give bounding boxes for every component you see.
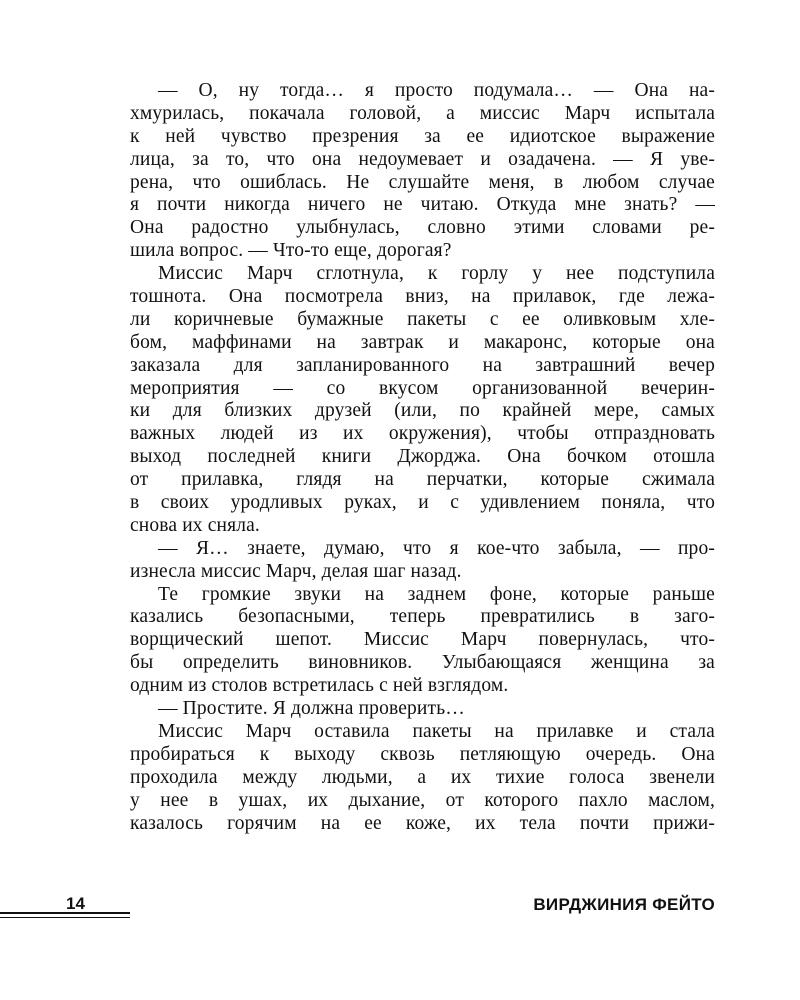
text-line: к ней чувство презрения за ее идиотское выражение	[130, 125, 715, 147]
page-number: 14	[66, 894, 85, 913]
text-line: рена, что ошиблась. Не слушайте меня, в любом случае	[130, 171, 715, 193]
text-line: Она радостно улыбнулась, словно этими словами ре-	[130, 217, 715, 239]
body-text	[130, 80, 715, 835]
text-line: у нее в ушах, их дыхание, от которого пахло маслом,	[130, 789, 715, 811]
text-line: ли коричневые бумажные пакеты с ее оливковым хле-	[130, 308, 715, 330]
footer-rule-thin	[0, 917, 130, 918]
text-line: — Простите. Я должна проверить…	[158, 698, 465, 720]
text-line: ворщический шепот. Миссис Марч повернулась, что-	[130, 629, 715, 651]
footer-rule	[0, 912, 130, 914]
text-line: тошнота. Она посмотрела вниз, на прилавок, где лежа-	[130, 286, 715, 308]
text-line: казалось горячим на ее коже, их тела почти прижи-	[130, 812, 715, 834]
text-line: — Я… знаете, думаю, что я кое-что забыла, — про-	[158, 537, 715, 559]
text-line: заказала для запланированного на завтрашний вечер	[130, 354, 715, 376]
text-line: важных людей из их окружения), чтобы отпраздновать	[130, 423, 715, 445]
text-line: шила вопрос. — Что-то еще, дорогая?	[130, 240, 452, 262]
text-line: одним из столов встретилась с ней взглядом.	[130, 675, 509, 697]
text-line: бы определить виновников. Улыбающаяся женщина за	[130, 652, 715, 674]
text-line: выход последней книги Джорджа. Она бочком отошла	[130, 446, 715, 468]
text-line: мероприятия — со вкусом организованной вечерин-	[130, 377, 715, 399]
running-footer-author: ВИРДЖИНИЯ ФЕЙТО	[533, 895, 715, 914]
text-line: проходила между людьми, а их тихие голоса звенели	[130, 766, 715, 788]
text-line: ки для близких друзей (или, по крайней мере, самых	[130, 400, 715, 422]
text-line: я почти никогда ничего не читаю. Откуда мне знать? —	[130, 194, 715, 216]
text-line: в своих уродливых руках, и с удивлением поняла, что	[130, 492, 715, 514]
text-line: Миссис Марч сглотнула, к горлу у нее подступила	[158, 263, 715, 285]
text-line: хмурилась, покачала головой, а миссис Марч испытала	[130, 102, 715, 124]
text-line: изнесла миссис Марч, делая шаг назад.	[130, 560, 462, 582]
text-line: снова их сняла.	[130, 514, 260, 536]
text-line: казались безопасными, теперь превратились в заго-	[130, 606, 715, 628]
text-line: — О, ну тогда… я просто подумала… — Она на-	[158, 80, 715, 101]
text-line: Миссис Марч оставила пакеты на прилавке и стала	[158, 720, 715, 742]
text-line: пробираться к выходу сквозь петляющую очередь. Она	[130, 743, 715, 765]
text-line: от прилавка, глядя на перчатки, которые сжимала	[130, 469, 715, 491]
text-line: бом, маффинами на завтрак и макаронс, которые она	[130, 331, 715, 353]
text-line: Те громкие звуки на заднем фоне, которые раньше	[158, 583, 715, 605]
text-line: лица, за то, что она недоумевает и озадачена. — Я уве-	[130, 148, 715, 170]
